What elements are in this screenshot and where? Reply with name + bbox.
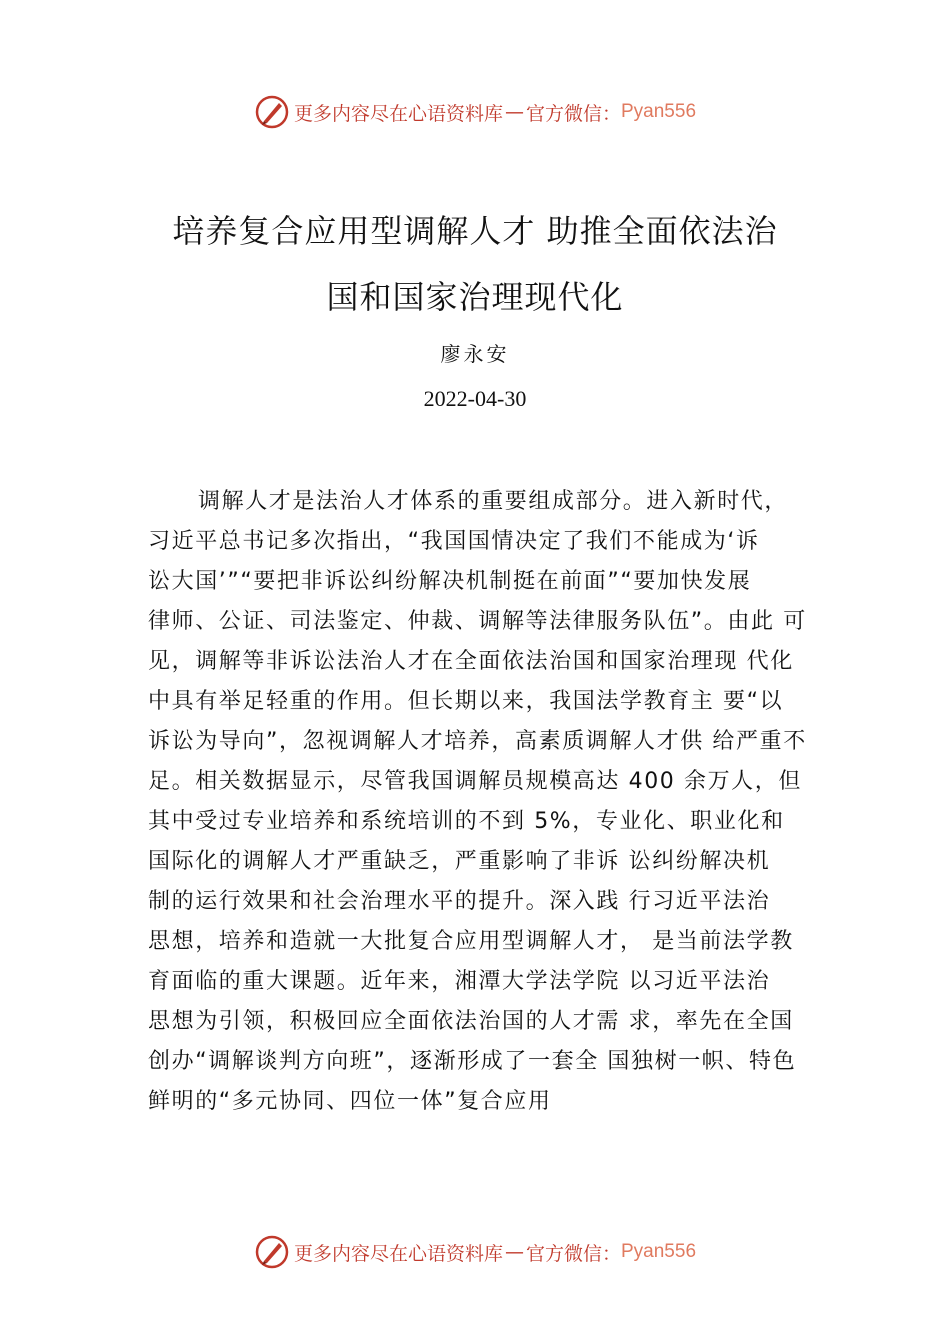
quill-logo-icon — [254, 1234, 290, 1270]
body-line: 调解人才是法治人才体系的重要组成部分。进入新时代， — [198, 489, 789, 514]
banner-wechat-id: Pyan556 — [621, 101, 697, 122]
article-body — [148, 482, 838, 1122]
body-line: 育面临的重大课题。近年来，湘潭大学法学院 以习近平法治 — [148, 969, 771, 994]
banner-wechat-label: 官方微信： — [525, 102, 621, 125]
body-line: 制的运行效果和社会治理水平的提升。深入践 行习近平法治 — [148, 889, 771, 914]
banner-site-text: 更多内容尽在心语资料库 — [293, 102, 503, 125]
banner-separator: — — [504, 101, 524, 123]
banner-wechat-label: 官方微信： — [525, 1242, 621, 1265]
body-line: 思想为引领，积极回应全面依法治国的人才需 求，率先在全国 — [148, 1009, 794, 1034]
banner-separator: — — [504, 1241, 524, 1263]
body-line: 足。相关数据显示，尽管我国调解员规模高达 400 余万人，但 — [148, 769, 802, 794]
banner-site-text: 更多内容尽在心语资料库 — [293, 1242, 503, 1265]
footer-watermark-banner — [0, 1234, 950, 1270]
body-line: 律师、公证、司法鉴定、仲裁、调解等法律服务队伍”。由此 可 — [148, 609, 807, 634]
banner-wechat-id: Pyan556 — [621, 1241, 697, 1262]
body-line: 其中受过专业培养和系统培训的不到 5%，专业化、职业化和 — [148, 809, 785, 834]
body-line: 思想，培养和造就一大批复合应用型调解人才， 是当前法学教 — [148, 929, 794, 954]
body-line: 国际化的调解人才严重缺乏，严重影响了非诉 讼纠纷解决机 — [148, 849, 771, 874]
author-name: 廖永安 — [440, 342, 510, 366]
body-line: 见，调解等非诉讼法治人才在全面依法治国和国家治理现 代化 — [148, 649, 794, 674]
body-line: 习近平总书记多次指出，“我国国情决定了我们不能成为‘诉 — [148, 529, 760, 554]
quill-logo-icon — [254, 94, 290, 130]
body-line: 鲜明的“多元协同、四位一体”复合应用 — [148, 1089, 552, 1114]
body-line: 讼大国’”“要把非诉讼纠纷解决机制挺在前面”“要加快发展 — [148, 569, 752, 594]
body-line: 诉讼为导向”，忽视调解人才培养，高素质调解人才供 给严重不 — [148, 729, 807, 754]
body-line: 创办“调解谈判方向班”，逐渐形成了一套全 国独树一帜、特色 — [148, 1049, 797, 1074]
header-watermark-banner — [0, 94, 950, 130]
document-title-line-1: 培养复合应用型调解人才 助推全面依法治 — [172, 212, 778, 250]
document-title-line-2: 国和国家治理现代化 — [326, 278, 624, 316]
body-line: 中具有举足轻重的作用。但长期以来，我国法学教育主 要“以 — [148, 689, 784, 714]
publish-date: 2022-04-30 — [423, 386, 527, 411]
